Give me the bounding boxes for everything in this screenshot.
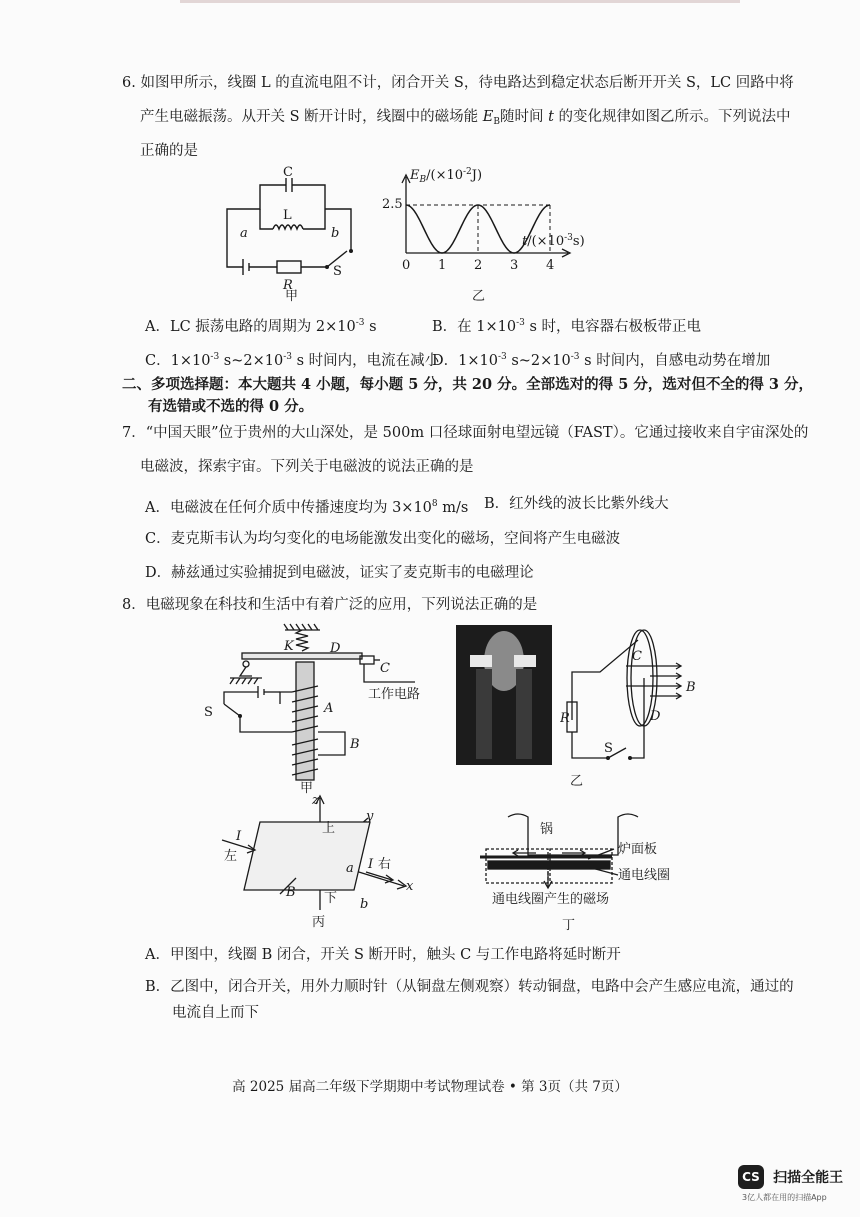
label-right: 右 bbox=[378, 857, 392, 872]
induction-cooker-figure bbox=[478, 805, 678, 935]
copper-disk-figure bbox=[560, 620, 710, 795]
label-S: S bbox=[204, 705, 213, 720]
label-D: D bbox=[330, 641, 341, 656]
x-tick-label: 4 bbox=[546, 258, 555, 273]
label-R: R bbox=[283, 278, 293, 293]
q6-option-d: D．$1\times 10^{-3}$ $s\sim 2\times 10^{-3}$ s 时间内，自感电动势在增加 bbox=[432, 352, 771, 369]
label-down: 下 bbox=[324, 891, 338, 906]
label-I-left: I bbox=[236, 829, 242, 844]
figure-caption-yi: 乙 bbox=[472, 289, 486, 304]
q6-option-a: A．LC 振荡电路的周期为 $2\times 10^{-3}$ s bbox=[145, 318, 377, 335]
label-a: a bbox=[240, 226, 248, 241]
q8-option-a: A．甲图中，线圈 B 闭合，开关 S 断开时，触头 C 与工作电路将延时断开 bbox=[145, 947, 621, 963]
q8-option-b-line2: 电流自上而下 bbox=[172, 1005, 259, 1021]
x-axis-label: $t/(\times 10^{-3}s)$ bbox=[522, 233, 585, 249]
x-tick-label: 0 bbox=[402, 258, 411, 273]
label-L: L bbox=[283, 208, 292, 223]
q6-line1: 6. 如图甲所示，线圈 L 的直流电阻不计，闭合开关 S，待电路达到稳定状态后断开开关 S，LC 回路中将 bbox=[122, 75, 794, 91]
figure-caption-yi: 乙 bbox=[570, 774, 584, 789]
label-B: B bbox=[286, 885, 296, 900]
label-x: x bbox=[406, 879, 414, 894]
label-I-right: I bbox=[368, 857, 374, 872]
x-tick-label: 1 bbox=[438, 258, 447, 273]
label-field: 通电线圈产生的磁场 bbox=[492, 892, 610, 907]
label-D: D bbox=[650, 709, 661, 724]
section2-line1: 二、多项选择题：本大题共 4 小题，每小题 5 分，共 20 分。全部选对的得 5 分，选对但不全的得 3 分， bbox=[122, 376, 814, 393]
photo-stand-left bbox=[476, 669, 492, 759]
photo-clip-right bbox=[514, 655, 536, 667]
label-K: K bbox=[284, 639, 294, 654]
section2-line2: 有选错或不选的得 0 分。 bbox=[148, 398, 314, 415]
q6-line3: 正确的是 bbox=[140, 143, 198, 159]
q6-option-c: C．$1\times 10^{-3}$ $s\sim 2\times 10^{-3}$ s 时间内，电流在减小 bbox=[145, 352, 440, 369]
logo-subtitle: 3亿人都在用的扫描App bbox=[742, 1193, 827, 1202]
hall-plate-figure bbox=[220, 790, 420, 930]
experiment-photo bbox=[456, 625, 552, 765]
page-footer: 高 2025 届高二年级下学期期中考试物理试卷 • 第 3页（共 7页） bbox=[232, 1079, 628, 1095]
q8-option-b-line1: B．乙图中，闭合开关，用外力顺时针（从铜盘左侧观察）转动铜盘，电路中会产生感应电流，通过的 bbox=[145, 979, 794, 995]
photo-clip-left bbox=[470, 655, 492, 667]
q7-option-c: C．麦克斯韦认为均匀变化的电场能激发出变化的磁场，空间将产生电磁波 bbox=[145, 531, 621, 547]
label-work-circuit: 工作电路 bbox=[368, 687, 421, 702]
label-pot: 锅 bbox=[540, 822, 554, 837]
label-coil: 通电线圈 bbox=[618, 868, 671, 883]
scanner-logo bbox=[738, 1165, 843, 1189]
logo-name: 扫描全能王 bbox=[773, 1170, 844, 1186]
label-a: a bbox=[346, 861, 354, 876]
x-tick-label: 2 bbox=[474, 258, 483, 273]
label-B: B bbox=[350, 737, 360, 752]
label-C: C bbox=[380, 661, 390, 676]
label-A: A bbox=[324, 701, 334, 716]
label-C: C bbox=[632, 649, 642, 664]
figure-caption-ding: 丁 bbox=[562, 918, 576, 933]
top-edge-line bbox=[180, 0, 740, 3]
lc-circuit-figure bbox=[215, 165, 365, 305]
label-C: C bbox=[283, 165, 293, 180]
label-S: S bbox=[604, 741, 613, 756]
q6-line2: 产生电磁振荡。从开关 S 断开计时，线圈中的磁场能 $E_B$随时间 t 的变化规律如图乙所示。下列说法中 bbox=[140, 109, 791, 127]
q7-line1: 7．“中国天眼”位于贵州的大山深处，是 500m 口径球面射电望远镜（FAST）。它通过接收来自宇宙深处的 bbox=[122, 425, 809, 441]
cs-badge: CS bbox=[738, 1165, 764, 1189]
q6-option-b: B．在 $1\times 10^{-3}$ s 时，电容器右极板带正电 bbox=[432, 318, 702, 335]
relay-figure bbox=[200, 620, 430, 795]
y-tick-label: 2.5 bbox=[382, 197, 403, 212]
label-R: R bbox=[560, 711, 570, 726]
q7-option-b: B．红外线的波长比紫外线大 bbox=[484, 496, 669, 512]
label-S: S bbox=[333, 264, 342, 279]
label-stove: 炉面板 bbox=[618, 842, 658, 857]
figure-caption-jia: 甲 bbox=[285, 289, 299, 304]
q7-option-a: A．电磁波在任何介质中传播速度均为 $3\times 10^8$ m/s bbox=[145, 499, 469, 516]
label-left: 左 bbox=[224, 849, 238, 864]
x-tick-label: 3 bbox=[510, 258, 519, 273]
label-up: 上 bbox=[322, 821, 336, 836]
label-y: y bbox=[366, 809, 374, 824]
energy-time-graph bbox=[372, 165, 592, 305]
figure-caption-jia: 甲 bbox=[300, 781, 314, 795]
label-B: B bbox=[686, 680, 696, 695]
label-z: z bbox=[312, 793, 319, 808]
q8-line1: 8．电磁现象在科技和生活中有着广泛的应用，下列说法正确的是 bbox=[122, 597, 538, 613]
photo-stand-right bbox=[516, 669, 532, 759]
q7-line2: 电磁波，探索宇宙。下列关于电磁波的说法正确的是 bbox=[140, 459, 474, 475]
label-b: b bbox=[360, 897, 369, 912]
q7-option-d: D．赫兹通过实验捕捉到电磁波，证实了麦克斯韦的电磁理论 bbox=[145, 565, 534, 581]
label-b: b bbox=[331, 226, 340, 241]
y-axis-label: $E_B/(\times 10^{-2}J)$ bbox=[410, 167, 483, 185]
figure-caption-bing: 丙 bbox=[312, 915, 326, 930]
